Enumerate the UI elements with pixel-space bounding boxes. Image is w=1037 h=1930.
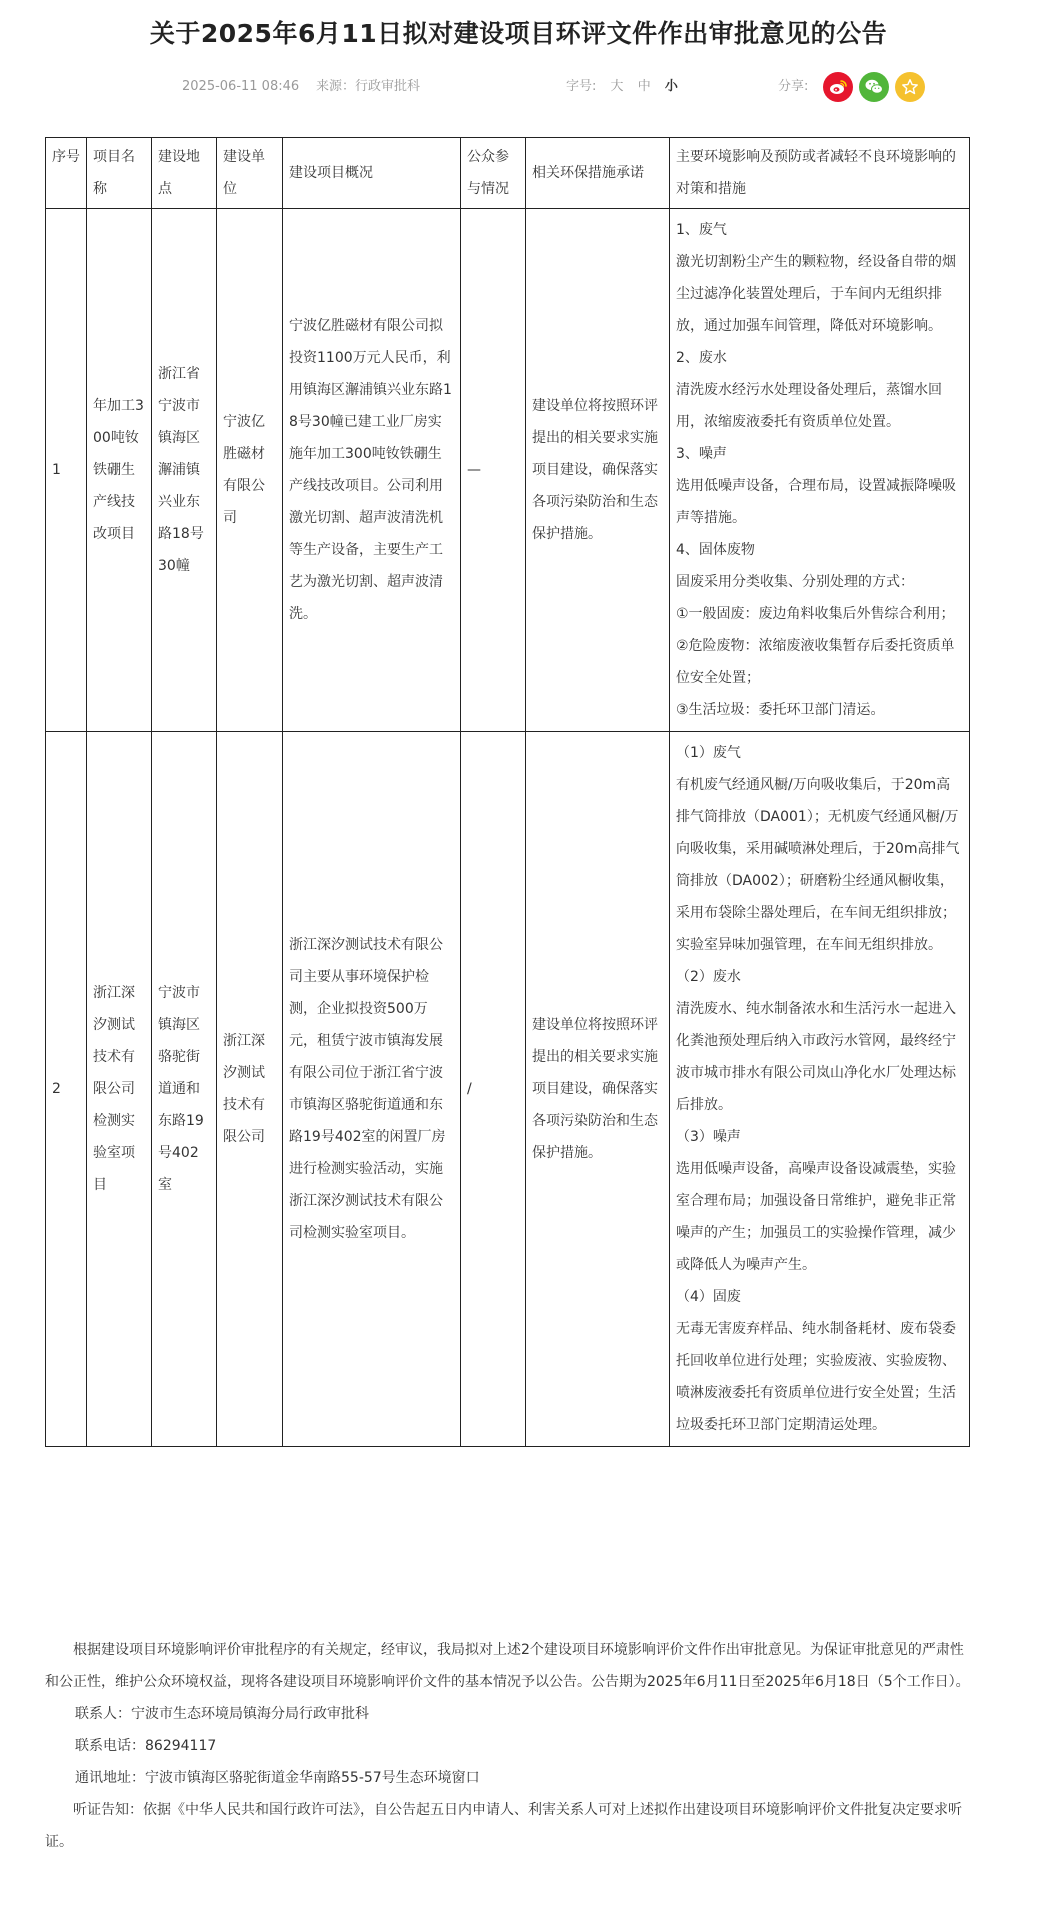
measure-line: ③生活垃圾：委托环卫部门清运。	[676, 702, 885, 718]
measure-line: 有机废气经通风橱/万向吸收集后，于20m高排气筒排放（DA001）；无机废气经通风橱/万向吸收集，采用碱喷淋处理后，于20m高排气筒排放（DA002）；研磨粉尘经通风橱收集，采用布袋除尘器处理后，在车间无组织排放；实验室异味加强管理，在车间无组织排放。	[676, 777, 960, 953]
environmental-promise: 建设单位将按照环评提出的相关要求实施项目建设，确保落实各项污染防治和生态保护措施。	[526, 209, 670, 732]
measure-line: ②危险废物：浓缩废液收集暂存后委托资质单位安全处置；	[676, 638, 955, 686]
mitigation-measures	[670, 732, 970, 1447]
measure-line: （1）废气	[676, 745, 741, 761]
projects-table	[45, 137, 970, 1447]
font-size-medium-option[interactable]: 中	[637, 79, 651, 94]
column-header-measures: 主要环境影响及预防或者减轻不良环境影响的对策和措施	[670, 138, 970, 209]
project-name: 年加工300吨钕铁硼生产线技改项目	[87, 209, 152, 732]
wechat-share-button[interactable]	[859, 72, 889, 102]
measure-line: 清洗废水、纯水制备浓水和生活污水一起进入化粪池预处理后纳入市政污水管网，最终经宁波市城市排水有限公司岚山净化水厂处理达标后排放。	[676, 1001, 956, 1113]
hearing-notice: 听证告知：依据《中华人民共和国行政许可法》，自公告起五日内申请人、利害关系人可对上述拟作出建设项目环境影响评价文件批复决定要求听证。	[45, 1802, 962, 1850]
measure-line: 清洗废水经污水处理设备处理后，蒸馏水回用，浓缩废液委托有资质单位处置。	[676, 382, 942, 430]
measure-line: 无毒无害废弃样品、纯水制备耗材、废布袋委托回收单位进行处理；实验废液、实验废物、喷淋废液委托有资质单位进行安全处置；生活垃圾委托环卫部门定期清运处理。	[676, 1321, 956, 1433]
publish-date: 2025-06-11 08:46	[182, 79, 300, 94]
contact-address: 通讯地址：宁波市镇海区骆驼街道金华南路55-57号生态环境窗口	[75, 1770, 480, 1786]
weibo-share-button[interactable]	[823, 72, 853, 102]
measure-line: （3）噪声	[676, 1129, 741, 1145]
measure-line: 激光切割粉尘产生的颗粒物，经设备自带的烟尘过滤净化装置处理后，于车间内无组织排放，通过加强车间管理，降低对环境影响。	[676, 254, 956, 334]
project-overview: 宁波亿胜磁材有限公司拟投资1100万元人民币，利用镇海区澥浦镇兴业东路18号30幢已建工业厂房实施年加工300吨钕铁硼生产线技改项目。公司利用激光切割、超声波清洗机等生产设备，主要生产工艺为激光切割、超声波清洗。	[283, 209, 461, 732]
table-row	[46, 209, 970, 732]
source-info	[316, 75, 420, 99]
measure-line: 选用低噪声设备，高噪声设备设减震垫，实验室合理布局；加强设备日常维护，避免非正常噪声的产生；加强员工的实验操作管理，减少或降低人为噪声产生。	[676, 1161, 956, 1273]
font-size-small-option[interactable]: 小	[664, 79, 678, 94]
measure-line: 3、噪声	[676, 446, 727, 462]
column-header-overview: 建设项目概况	[283, 138, 461, 209]
project-location: 浙江省宁波市镇海区澥浦镇兴业东路18号30幢	[152, 209, 217, 732]
share-label: 分享:	[778, 79, 809, 94]
environmental-promise: 建设单位将按照环评提出的相关要求实施项目建设，确保落实各项污染防治和生态保护措施。	[526, 732, 670, 1447]
contact-person: 联系人：宁波市生态环境局镇海分局行政审批科	[75, 1706, 369, 1722]
favorite-star-icon	[901, 78, 919, 96]
table-row	[46, 732, 970, 1447]
row-no: 1	[46, 209, 87, 732]
column-header-unit: 建设单位	[217, 138, 283, 209]
announcement-paragraph: 根据建设项目环境影响评价审批程序的有关规定，经审议，我局拟对上述2个建设项目环境影响评价文件作出审批意见。为保证审批意见的严肃性和公正性，维护公众环境权益，现将各建设项目环境影响评价文件的基本情况予以公告。公告期为2025年6月11日至2025年6月18日（5个工作日）。	[45, 1642, 970, 1690]
weibo-icon	[828, 78, 848, 96]
share-buttons	[823, 72, 925, 102]
project-location: 宁波市镇海区骆驼街道通和东路19号402室	[152, 732, 217, 1447]
column-header-name: 项目名称	[87, 138, 152, 209]
column-header-location: 建设地点	[152, 138, 217, 209]
column-header-public: 公众参与情况	[461, 138, 526, 209]
project-overview: 浙江深汐测试技术有限公司主要从事环境保护检测，企业拟投资500万元，租赁宁波市镇海发展有限公司位于浙江省宁波市镇海区骆驼街道通和东路19号402室的闲置厂房进行检测实验活动，实施浙江深汐测试技术有限公司检测实验室项目。	[283, 732, 461, 1447]
contact-phone: 联系电话：86294117	[75, 1738, 217, 1754]
wechat-icon	[864, 78, 884, 96]
construction-unit: 宁波亿胜磁材有限公司	[217, 209, 283, 732]
source-label: 来源：	[316, 79, 356, 94]
construction-unit: 浙江深汐测试技术有限公司	[217, 732, 283, 1447]
measure-line: 4、固体废物	[676, 542, 755, 558]
project-name: 浙江深汐测试技术有限公司检测实验室项目	[87, 732, 152, 1447]
source-value: 行政审批科	[355, 79, 421, 94]
font-size-label: 字号:	[566, 79, 597, 94]
measure-line: 选用低噪声设备，合理布局，设置减振降噪吸声等措施。	[676, 478, 956, 526]
favorite-share-button[interactable]	[895, 72, 925, 102]
measure-line: 1、废气	[676, 222, 727, 238]
measure-line: （4）固废	[676, 1289, 741, 1305]
column-header-promise: 相关环保措施承诺	[526, 138, 670, 209]
page-title: 关于2025年6月11日拟对建设项目环评文件作出审批意见的公告	[149, 19, 888, 48]
announcement-body	[45, 1634, 975, 1858]
column-header-no: 序号	[46, 138, 87, 209]
mitigation-measures	[670, 209, 970, 732]
measure-line: 2、废水	[676, 350, 727, 366]
font-size-large-option[interactable]: 大	[610, 79, 624, 94]
font-size-switcher	[566, 75, 678, 99]
measure-line: ①一般固废：废边角料收集后外售综合利用；	[676, 606, 955, 622]
table-header-row	[46, 138, 970, 209]
row-no: 2	[46, 732, 87, 1447]
measure-line: （2）废水	[676, 969, 741, 985]
public-participation: —	[461, 209, 526, 732]
public-participation: /	[461, 732, 526, 1447]
measure-line: 固废采用分类收集、分别处理的方式：	[676, 574, 914, 590]
